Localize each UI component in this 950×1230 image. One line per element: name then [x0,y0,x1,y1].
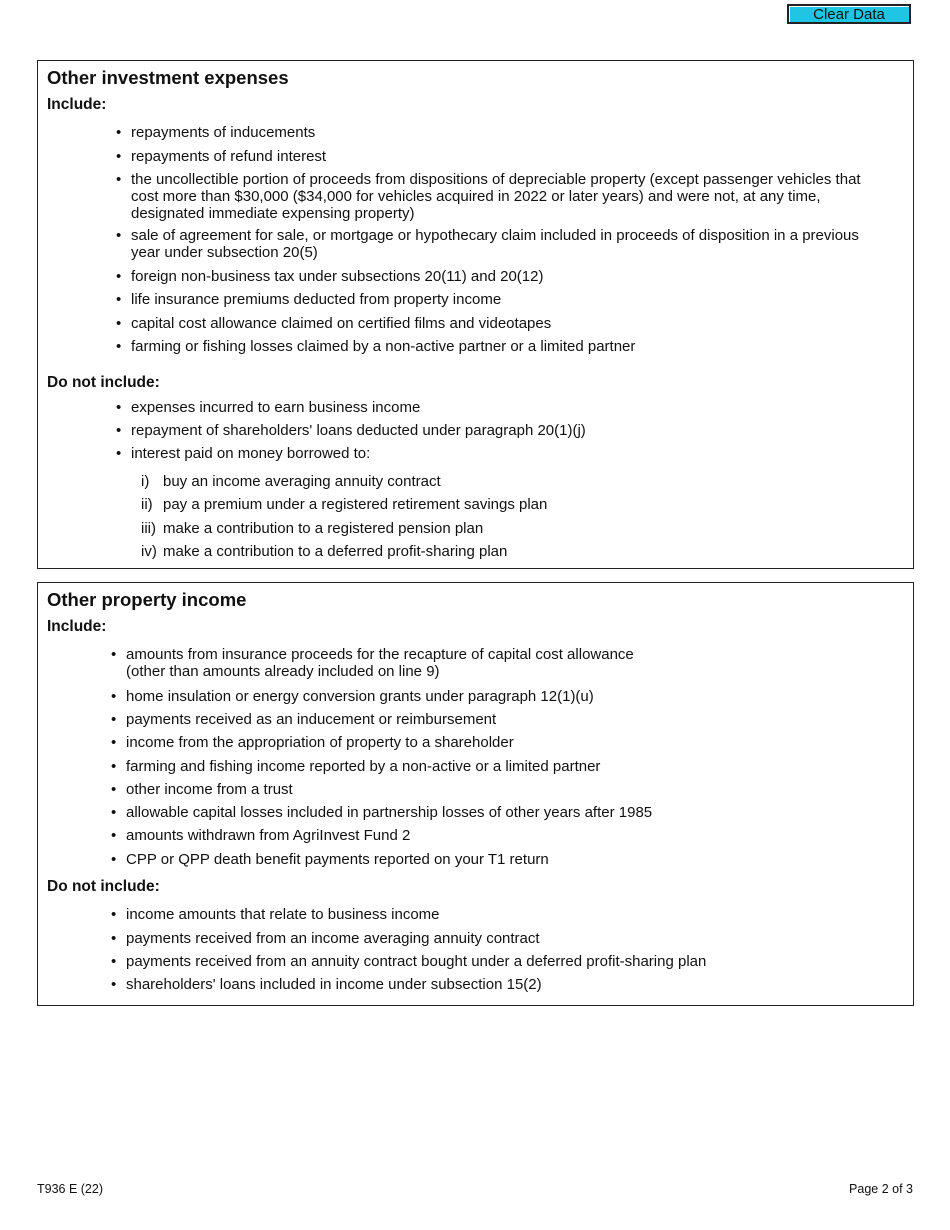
bullet: • [116,338,122,355]
bullet: • [116,422,122,439]
list-item: repayments of inducements [131,124,316,141]
include-label: Include: [47,618,107,635]
list-item: payments received as an inducement or reimbursement [126,711,497,728]
exclude-label: Do not include: [47,878,160,895]
sub-item: make a contribution to a deferred profit-sharing plan [163,543,508,560]
bullet: • [111,930,117,947]
list-item: income from the appropriation of property to a shareholder [126,734,514,751]
sub-item: buy an income averaging annuity contract [163,473,441,490]
list-item: home insulation or energy conversion grants under paragraph 12(1)(u) [126,688,594,705]
sub-item-number: ii) [141,496,153,513]
bullet: • [116,227,122,244]
bullet: • [111,827,117,844]
list-item: shareholders' loans included in income under subsection 15(2) [126,976,542,993]
list-item: repayments of refund interest [131,148,327,165]
list-item: farming and fishing income reported by a non-active or a limited partner [126,758,601,775]
list-item-continuation: year under subsection 20(5) [131,244,318,261]
list-item: allowable capital losses included in partnership losses of other years after 1985 [126,804,653,821]
sub-item-number: i) [141,473,150,490]
investment-expenses-section [37,60,914,569]
list-item: other income from a trust [126,781,293,798]
clear-data-button[interactable]: Clear Data [787,4,911,24]
sub-item: make a contribution to a registered pension plan [163,520,484,537]
list-item-continuation: (other than amounts already included on line 9) [126,663,440,680]
form-id: T936 E (22) [37,1182,104,1196]
list-item: interest paid on money borrowed to: [131,445,371,462]
bullet: • [111,851,117,868]
include-label: Include: [47,96,107,113]
bullet: • [111,906,117,923]
list-item: capital cost allowance claimed on certified films and videotapes [131,315,552,332]
list-item: sale of agreement for sale, or mortgage or hypothecary claim included in proceeds of disposition in a previous [131,227,859,244]
bullet: • [111,734,117,751]
bullet: • [111,646,117,663]
property-income-section [37,582,914,1006]
bullet: • [111,758,117,775]
list-item: amounts withdrawn from AgriInvest Fund 2 [126,827,411,844]
list-item: expenses incurred to earn business income [131,399,421,416]
bullet: • [116,148,122,165]
bullet: • [116,399,122,416]
list-item: farming or fishing losses claimed by a non-active partner or a limited partner [131,338,636,355]
list-item: the uncollectible portion of proceeds from dispositions of depreciable property (except passenger vehicles that [131,171,861,188]
sub-item: pay a premium under a registered retirement savings plan [163,496,548,513]
list-item-continuation: cost more than $30,000 ($34,000 for vehicles acquired in 2022 or later years) and were not, at any time, [131,188,821,205]
list-item: CPP or QPP death benefit payments reported on your T1 return [126,851,549,868]
section-title: Other investment expenses [47,67,289,88]
bullet: • [116,171,122,188]
bullet: • [116,445,122,462]
bullet: • [111,953,117,970]
exclude-label: Do not include: [47,374,160,391]
list-item: amounts from insurance proceeds for the recapture of capital cost allowance [126,646,634,663]
sub-item-number: iii) [141,520,156,537]
bullet: • [111,711,117,728]
list-item-continuation: designated immediate expensing property) [131,205,415,222]
list-item: income amounts that relate to business income [126,906,440,923]
list-item: payments received from an annuity contract bought under a deferred profit-sharing plan [126,953,707,970]
sub-item-number: iv) [141,543,157,560]
bullet: • [116,291,122,308]
list-item: life insurance premiums deducted from property income [131,291,502,308]
bullet: • [111,781,117,798]
bullet: • [116,124,122,141]
bullet: • [111,976,117,993]
bullet: • [111,804,117,821]
page-number: Page 2 of 3 [849,1182,913,1196]
list-item: foreign non-business tax under subsections 20(11) and 20(12) [131,268,544,285]
section-title: Other property income [47,589,247,610]
bullet: • [116,315,122,332]
list-item: repayment of shareholders' loans deducted under paragraph 20(1)(j) [131,422,586,439]
list-item: payments received from an income averaging annuity contract [126,930,540,947]
bullet: • [111,688,117,705]
bullet: • [116,268,122,285]
